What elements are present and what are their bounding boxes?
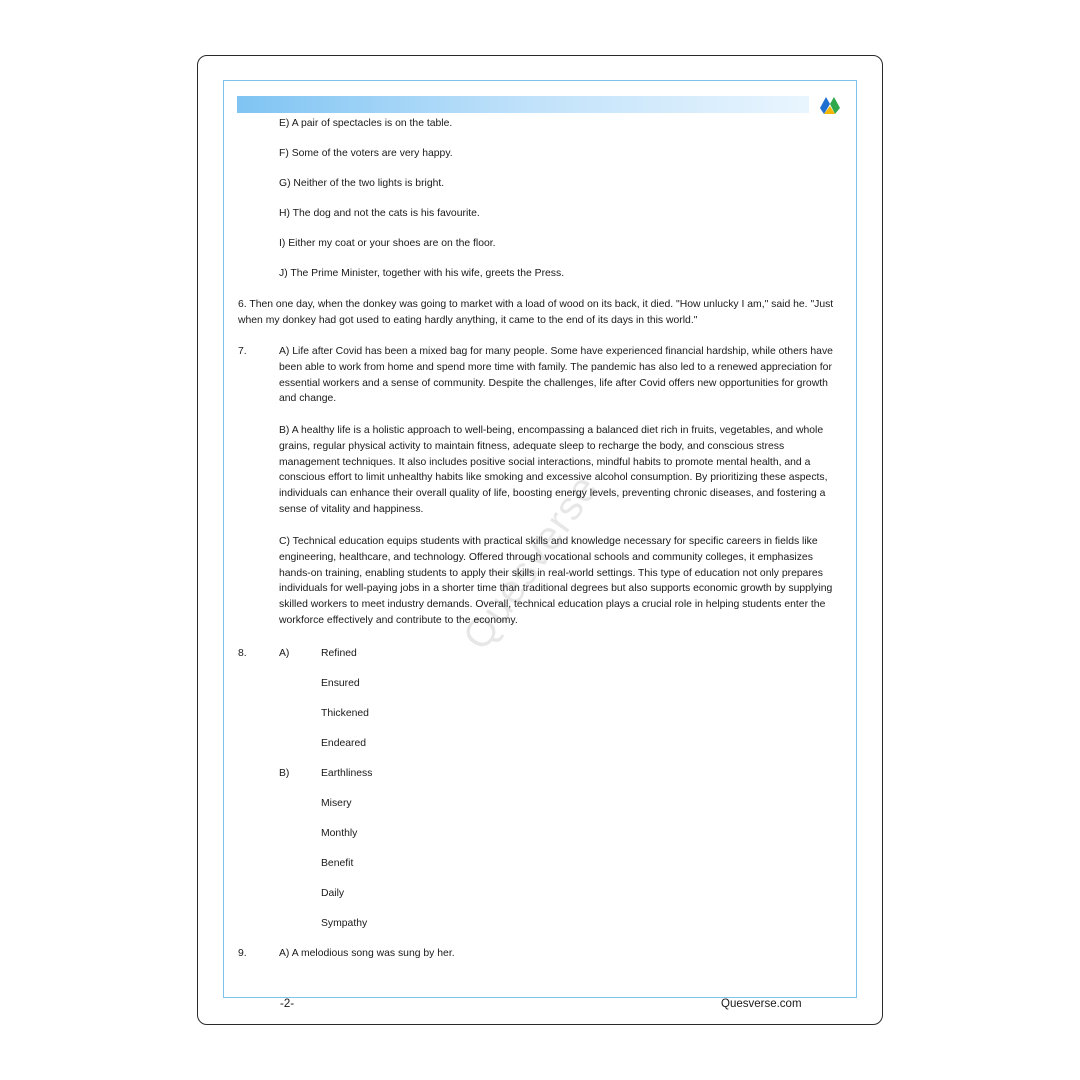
- q8-b-word: Misery: [321, 798, 352, 809]
- footer-website: Quesverse.com: [721, 998, 802, 1010]
- q9-number: 9.: [238, 948, 247, 959]
- q8-a-word: Endeared: [321, 738, 367, 749]
- quesverse-logo-icon: [818, 94, 842, 116]
- header-gradient-bar: [237, 96, 809, 113]
- q8-part-b-label: B): [279, 768, 290, 779]
- q6-answer-line-1: 6. Then one day, when the donkey was going to market with a load of wood on its back, it died. "How unlucky I am," said he. "Just: [238, 299, 834, 310]
- q8-number: 8.: [238, 648, 247, 659]
- q7-number: 7.: [238, 346, 247, 357]
- q5-item-i: I) Either my coat or your shoes are on the floor.: [279, 238, 496, 249]
- q8-b-word: Daily: [321, 888, 345, 899]
- q8-b-word: Earthliness: [321, 768, 373, 779]
- q7-paragraph-c: C) Technical education equips students with practical skills and knowledge necessary for specific careers in fields like engineering, healthcare, and technology. Offered through vocational schools and community colleges, it emphasizes hands-on training, enabling students to apply their skills in real-world settings. This type of education not only prepares individuals for well-paying jobs in a shorter time than traditional degrees but also supports economic growth by supplying skilled workers to meet industry demands. Overall, technical education plays a crucial role in helping students enter the workforce effectively and contribute to the economy.: [279, 536, 833, 626]
- q8-part-a-label: A): [279, 648, 290, 659]
- footer-page-number: -2-: [280, 998, 295, 1010]
- q8-b-word: Sympathy: [321, 918, 368, 929]
- q5-item-h: H) The dog and not the cats is his favourite.: [279, 208, 480, 219]
- q8-a-word: Refined: [321, 648, 357, 659]
- q7-paragraph-a: A) Life after Covid has been a mixed bag for many people. Some have experienced financial hardship, while others have been able to work from home and spend more time with family. The pandemic has also led to a renewed appreciation for essential workers and a sense of community. Despite the challenges, life after Covid offers new opportunities for growth and change.: [279, 346, 833, 405]
- q5-item-f: F) Some of the voters are very happy.: [279, 148, 453, 159]
- q8-a-word: Thickened: [321, 708, 369, 719]
- q8-b-word: Monthly: [321, 828, 358, 839]
- q9-answer-a: A) A melodious song was sung by her.: [279, 948, 455, 959]
- q5-item-e: E) A pair of spectacles is on the table.: [279, 118, 453, 129]
- q5-item-g: G) Neither of the two lights is bright.: [279, 178, 445, 189]
- q8-b-word: Benefit: [321, 858, 354, 869]
- q8-a-word: Ensured: [321, 678, 360, 689]
- q5-item-j: J) The Prime Minister, together with his wife, greets the Press.: [279, 268, 565, 279]
- q6-answer-line-2: when my donkey had got used to eating hardly anything, it came to the end of its days in this world.": [238, 315, 698, 326]
- q7-paragraph-b: B) A healthy life is a holistic approach to well-being, encompassing a balanced diet rich in fruits, vegetables, and whole grains, regular physical activity to maintain fitness, adequate sleep to recharge the body, and conscious stress management techniques. It also includes positive social interactions, mindful habits to promote mental health, and a conscious effort to limit unhealthy habits like smoking and excessive alcohol consumption. By prioritizing these aspects, individuals can enhance their overall quality of life, boosting energy levels, preventing chronic diseases, and fostering a sense of vitality and happiness.: [279, 425, 828, 515]
